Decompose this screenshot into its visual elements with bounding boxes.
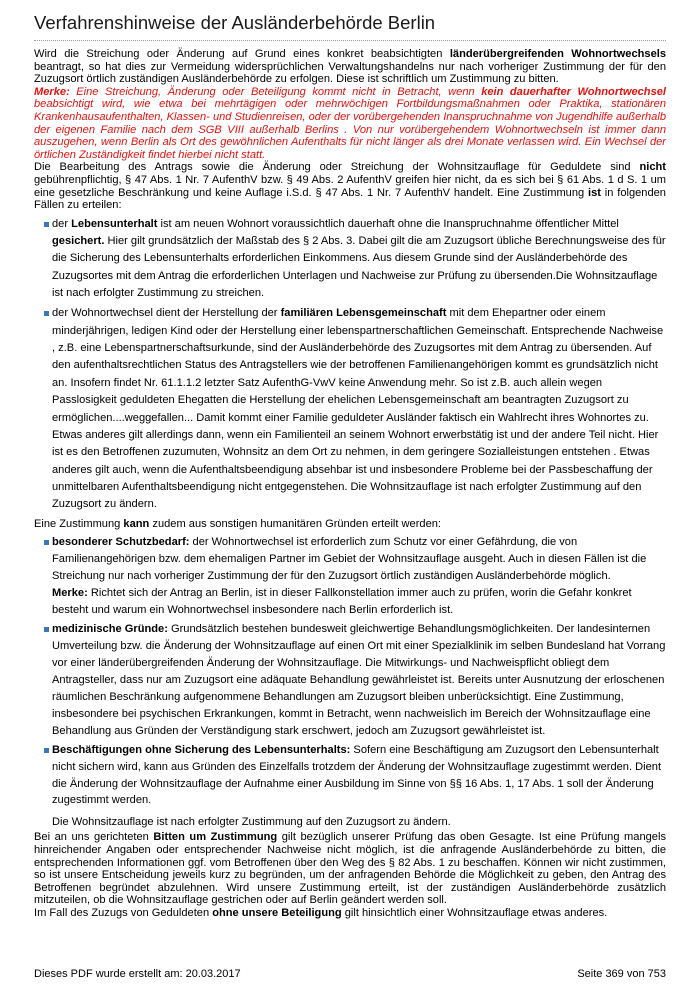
humanitarian-paragraph — [34, 518, 666, 531]
list-item — [46, 534, 666, 619]
text-span: gebührenpflichtig, § 47 Abs. 1 Nr. 7 AufenthV bzw. § 49 Abs. 2 AufenthV greifen hier nicht, da es sich bei § 61 Abs. 1 d S. 1 um eine gesetzliche Beschränkung und keine Auflage i.S.d. § 47 Abs. 1 Nr. 7 AufenthV handelt. Eine Zustimmung — [34, 173, 666, 199]
merke-label: Merke: — [34, 85, 70, 98]
bold-span: nicht — [639, 161, 666, 174]
consent-required-list — [34, 216, 666, 514]
text-span: zudem aus sonstigen humanitären Gründen erteilt werden: — [149, 517, 442, 530]
bold-span: kein dauerhafter Wohnortwechsel — [481, 85, 666, 98]
text-span: der Wohnortwechsel ist erforderlich zum Schutz vor einer Gefährdung, die von Familienangehörigen bzw. dem ehemaligen Partner im Gebiet der Wohnsitzauflage ausgeht. Auch in diesen Fällen ist die Streichung nur nach vorheriger Zustimmung der für den Zuzugsort örtlich zuständigen Ausländerbehörde möglich. — [52, 536, 647, 583]
list-item — [46, 216, 666, 303]
document-body — [34, 48, 666, 920]
text-span: Eine Streichung, Änderung oder Beteiligung kommt nicht in Betracht, wenn — [69, 85, 482, 98]
text-span: Grundsätzlich bestehen bundesweit gleichwertige Behandlungsmöglichkeiten. Der landesinternen Umverteilung bzw. die Änderung der Wohnsitzauflage auf einen Ort mit einer Spezialklinik im selben Bundesland hat Vorrang vor einer länderübergreifenden Änderung der Wohnsitzauflage. Die Mitwirkungs- und Nachweispflicht obliegt dem Antragsteller, dass nur am Zuzugsort eine adäquate Behandlung gewährleistet ist. Bereits unter Ausnutzung der erloschenen räumlichen Beschränkung aufgenommene Behandlungen am Zuzugsort bleiben unberücksichtigt. Eine Zustimmung, insbesondere bei psychischen Erkrankungen, kommt in Betracht, wenn nachweislich im Bereich der Wohnsitzauflage eine Behandlung aus Gründen der Verständigung stark erschwert, jedoch am Zuzugsort gewährleistet ist. — [52, 622, 666, 737]
requests-paragraph — [34, 831, 666, 907]
bold-span: medizinische Gründe: — [52, 622, 168, 635]
intro-paragraph — [34, 48, 666, 86]
bullet-icon — [44, 540, 49, 545]
bold-span: Beschäftigungen ohne Sicherung des Lebensunterhalts: — [52, 743, 351, 756]
humanitarian-list — [34, 534, 666, 809]
text-span: gilt bezüglich unserer Prüfung das oben Gesagte. Ist eine Prüfung mangels hinreichender Angaben oder entsprechender Nachweise nicht möglich, ist die anfragende Ausländerbehörde zu bitten, die entsprechenden Informationen ggf. vom Betroffenen über den Weg des § 82 Abs. 1 zu beschaffen. Können wir nicht zustimmen, so ist unsere Entscheidung jeweils kurz zu begründen, um der anfragenden Behörde die Möglichkeit zu geben, den Antrag des Betroffenen begründet abzulehnen. Wird unsere Zustimmung erteilt, ist der zuständigen Ausländerbehörde zusätzlich mitzuteilen, ob die Wohnsitzauflage gestrichen oder auf Berlin geändert werden soll. — [34, 831, 666, 907]
bold-span: ohne unsere Beteiligung — [212, 906, 342, 919]
text-span: Wird die Streichung oder Änderung auf Grund eines konkret beabsichtigten — [34, 48, 450, 60]
text-span: der — [52, 217, 72, 230]
text-span: Hier gilt grundsätzlich der Maßstab des § 2 Abs. 3. Dabei gilt die am Zuzugsort übliche Berechnungsweise des für die Sicherung des Lebensunterhalts erforderlichen Einkommens. Aus diesem Grunde sind der Ausländerbehörde des Zuzugsortes mit dem Antrag die erforderlichen Unterlagen und Nachweise zur Prüfung zu übersenden.Die Wohnsitzauflage ist nach erfolgter Zustimmung zu streichen. — [52, 235, 666, 300]
bold-span: familiären Lebensgemeinschaft — [280, 307, 447, 320]
list-item — [46, 305, 666, 513]
list-item — [46, 621, 666, 740]
text-span: Im Fall des Zuzugs von Geduldeten — [34, 906, 213, 919]
fees-paragraph — [34, 161, 666, 211]
text-span: beantragt, so hat dies zur Vermeidung widersprüchlichen Verwaltungshandelns nur nach vorheriger Zustimmung der für den Zuzugsort örtlich zuständigen Ausländerbehörde zu erfolgen. Diese ist schriftlich um Zustimmung zu bitten. — [34, 60, 666, 86]
text-span: der Wohnortwechsel dient der Herstellung der — [52, 307, 281, 320]
text-span: mit dem Ehepartner oder einem minderjährigen, ledigen Kind oder der Herstellung einer lebenspartnerschaftlichen Gemeinschaft. Entsprechende Nachweise , z.B. eine Lebenspartnerschaftsurkunde, sind der Ausländerbehörde des Zuzugsortes mit dem Antrag zu übersenden. Auf den aufenthaltsrechtlichen Status des Antragstellers wie der betroffenen Familienangehörigen kommt es grundsätzlich nicht an. Insofern findet Nr. 61.1.1.2 letzter Satz AufenthG-VwV keine Anwendung mehr. So ist z.B. auch allein wegen Passlosigkeit geduldeten Ehegatten die Herstellung der ehelichen Lebensgemeinschaft am beantragten Zuzugsort zu ermöglichen....weggefallen... Damit kommt einer Familie geduldeter Ausländer faktisch ein Wahlrecht ihres Wohnortes zu. Etwas anderes gilt allerdings dann, wenn ein Familienteil an seinem Wohnort erwerbstätig ist und der andere Teil nicht. Hier ist es den Betroffenen zuzumuten, Wohnsitz an dem Ort zu nehmen, in dem geringere Sozialleistungen entstehen . Etwas anderes gilt auch, wenn die Aufenthaltsbeendigung absehbar ist und insbesondere Probleme bei der Passbeschaffung der unmittelbaren Aufenthaltsbeendigung nicht entgegenstehen. Die Wohnsitzauflage ist nach erfolgter Zustimmung auf den Zuzugsort zu ändern. — [52, 307, 664, 511]
bold-span: gesichert. — [52, 235, 105, 248]
bold-span: besonderer Schutzbedarf: — [52, 536, 190, 549]
bullet-icon — [44, 748, 49, 753]
bold-span: ist — [588, 186, 601, 199]
text-span: Bei an uns gerichteten — [34, 831, 154, 844]
text-span: in folgenden Fällen zu erteilen: — [34, 186, 666, 212]
text-span: Eine Zustimmung — [34, 517, 124, 530]
bullet-icon — [44, 222, 49, 227]
text-span: gilt hinsichtlich einer Wohnsitzauflage etwas anderes. — [341, 906, 608, 919]
document-page — [34, 12, 666, 920]
pdf-created-date: Dieses PDF wurde erstellt am: 20.03.2017 — [34, 968, 241, 980]
bullet-icon — [44, 311, 49, 316]
list-after-note: Die Wohnsitzauflage ist nach erfolgter Zustimmung auf den Zuzugsort zu ändern. — [52, 816, 451, 829]
text-span: Sofern eine Beschäftigung am Zuzugsort den Lebensunterhalt nicht sichern wird, kann aus Gründen des Einzelfalls trotzdem der Änderung der Wohnsitzauflage zugestimmt werden. Dient die Änderung der Wohnsitzauflage der Aufnahme einer Ausbildung im Sinne von §§ 16 Abs. 1, 17 Abs. 1 soll der Änderung zugestimmt werden. — [52, 743, 662, 807]
text-span: ist am neuen Wohnort voraussichtlich dauerhaft ohne die Inanspruchnahme öffentlicher Mittel — [157, 217, 619, 230]
bold-span: länderübergreifenden Wohnortwechsels — [449, 48, 666, 60]
text-span: Richtet sich der Antrag an Berlin, ist in dieser Fallkonstellation immer auch zu prüfen, worin die Gefahr konkret besteht und warum ein Wohnortwechsel insbesondere nach Berlin erforderlich ist. — [52, 587, 632, 616]
bold-span: Bitten um Zustimmung — [153, 831, 278, 844]
list-item — [46, 742, 666, 810]
closing-paragraph — [34, 907, 666, 920]
merke-note — [34, 86, 666, 162]
text-span: Die Bearbeitung des Antrags sowie die Änderung oder Streichung der Wohnsitzauflage für Geduldete sind — [34, 161, 640, 174]
page-title: Verfahrenshinweise der Ausländerbehörde Berlin — [34, 12, 666, 41]
bold-span: Lebensunterhalt — [71, 217, 158, 230]
bold-span: kann — [123, 517, 150, 530]
bold-span: Merke: — [52, 587, 88, 600]
text-span: beabsichtigt wird, wie etwa bei mehrtägigen oder mehrwöchigen Fortbildungsmaßnahmen oder Praktika, stationären Krankenhausaufenthalten, Klassen- und Studienreisen, oder der vorübergehenden Inanspruchnahme von Jugendhilfe außerhalb der eigenen Familie nach dem SGB VIII außerhalb Berlins . Von nur vorübergehendem Wohnortwechseln ist immer dann auszugehen, wenn Berlin als Ort des gewöhnlichen Aufenthalts für nicht länger als drei Monate verlassen wird. Ein Wechsel der örtlichen Zuständigkeit findet hierbei nicht statt. — [34, 98, 666, 161]
page-number: Seite 369 von 753 — [577, 968, 666, 980]
bullet-icon — [44, 627, 49, 632]
